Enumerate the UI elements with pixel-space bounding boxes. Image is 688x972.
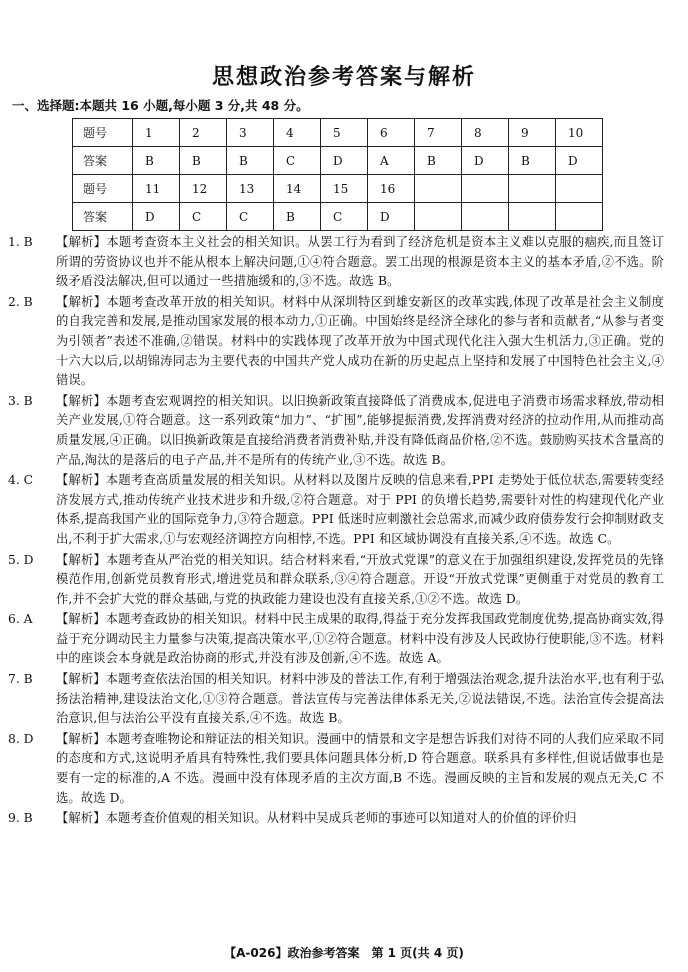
table-cell: 15 [321,175,368,203]
question-answer-label: 2. B [8,294,33,309]
table-cell: D [556,147,603,175]
table-cell: 11 [133,175,180,203]
table-cell: 1 [133,119,180,147]
explanation-text: 【解析】本题考查唯物论和辩证法的相关知识。漫画中的情景和文字是想告诉我们对待不同的人我们应采取不同的态度和方式,这说明矛盾具有特殊性,我们要具体问题具体分析,D 符合题意。联系具有多样性,但说话做事也是要有一定的标准的,A 不选。漫画中没有体现矛盾的主次方面,B 不选。漫画反映的主旨和发展的观点无关,C 不选。故选 D。 [56,731,664,805]
table-cell: B [415,147,462,175]
table-cell: 2 [180,119,227,147]
explanation-text: 【解析】本题考查高质量发展的相关知识。从材料以及图片反映的信息来看,PPI 走势处于低位状态,需要转变经济发展方式,推动传统产业技术进步和升级,②符合题意。对于 PPI 的负增长趋势,需要针对性的构建现代化产业体系,提高我国产业的国际竞争力,③符合题意。PPI 低迷时应刺激社会总需求,而减少政府债券发行会抑制财政支出,不利于扩大需求,①与宏观经济调控方向相悖,不选。PPI 和区域协调没有直接关系,④不选。故选 C。 [56,473,664,546]
explanation-item [8,809,664,829]
table-cell [509,203,556,231]
table-cell [462,203,509,231]
question-answer-label: 9. B [8,811,33,826]
table-cell: 5 [321,119,368,147]
table-cell: 10 [556,119,603,147]
table-cell: B [274,203,321,231]
table-cell: 7 [415,119,462,147]
page-title: 思想政治参考答案与解析 [211,65,476,90]
table-cell [415,203,462,231]
table-cell: 3 [227,119,274,147]
explanation-item [8,551,664,610]
explanation-item [8,730,664,808]
table-row-numbers [73,119,603,147]
table-row-answers [73,147,603,175]
table-cell [415,175,462,203]
table-cell: C [274,147,321,175]
table-cell: 13 [227,175,274,203]
page-footer: 【A-026】政治参考答案 第 1 页(共 4 页) [224,946,464,960]
explanation-text: 【解析】本题考查从严治党的相关知识。结合材料来看,“开放式党课”的意义在于加强组织建设,发挥党员的先锋模范作用,创新党员教育形式,增进党员和群众联系,③④符合题意。开设“开放式党课”更侧重于对党员的教育工作,并不会扩大党的群众基础,与党的执政能力建设也没有直接关系,①②不选。故选 D。 [56,552,664,606]
explanation-item [8,392,664,470]
table-cell [556,203,603,231]
table-cell: B [180,147,227,175]
answer-table [72,118,603,231]
table-cell: B [509,147,556,175]
question-answer-label: 3. B [8,393,33,408]
table-cell: 9 [509,119,556,147]
table-cell: B [227,147,274,175]
table-cell: 4 [274,119,321,147]
question-answer-label: 8. D [8,731,34,746]
table-cell: B [133,147,180,175]
table-cell [462,175,509,203]
row-label: 答案 [73,147,133,175]
row-label: 题号 [73,175,133,203]
explanation-text: 【解析】本题考查宏观调控的相关知识。以旧换新政策直接降低了消费成本,促进电子消费市场需求释放,带动相关产业发展,①符合题意。这一系列政策“加力”、“扩围”,能够提振消费,发挥消费对经济的拉动作用,从而推动高质量发展,④正确。以旧换新政策是直接给消费者消费补贴,并没有降低商品价格,②不选。鼓励购买技术含量高的产品,淘汰的是落后的电子产品,并不是所有的传统产业,③不选。故选 B。 [56,393,664,467]
explanation-item [8,610,664,669]
table-cell: D [462,147,509,175]
explanation-text: 【解析】本题考查资本主义社会的相关知识。从罢工行为看到了经济危机是资本主义难以克服的痼疾,而且签订所谓的劳资协议也并不能从根本上解决问题,①④符合题意。罢工出现的根源是资本主义的基本矛盾,②不选。阶级矛盾没法解决,但可以通过一些措施缓和的,③不选。故选 B。 [56,235,664,289]
table-row-numbers [73,175,603,203]
explanation-text: 【解析】本题考查改革开放的相关知识。材料中从深圳特区到雄安新区的改革实践,体现了改革是社会主义制度的自我完善和发展,是推动国家发展的根本动力,①正确。中国始终是经济全球化的参与者和贡献者,“从参与者变为引领者”表述不准确,②错误。材料中的实践体现了改革开放为中国式现代化注入强大生机活力,③正确。党的十六大以后,以胡锦涛同志为主要代表的中国共产党人成功在新的历史起点上坚持和发展了中国特色社会主义,④错误。 [56,294,664,388]
table-cell: 6 [368,119,415,147]
question-answer-label: 4. C [8,473,34,488]
table-cell [556,175,603,203]
table-row-answers [73,203,603,231]
explanation-text: 【解析】本题考查政协的相关知识。材料中民主成果的取得,得益于充分发挥我国政党制度优势,提高协商实效,得益于充分调动民主力量参与决策,提高决策水平,①②符合题意。材料中没有涉及人民政协行使职能,③不选。材料中的座谈会本身就是政治协商的形式,并没有涉及创新,④不选。故选 A。 [56,612,664,666]
explanation-item [8,471,664,549]
table-cell: C [180,203,227,231]
table-cell: D [133,203,180,231]
table-cell: 12 [180,175,227,203]
table-cell: D [321,147,368,175]
question-answer-label: 5. D [8,552,34,567]
question-answer-label: 7. B [8,672,33,687]
section-heading: 一、选择题:本题共 16 小题,每小题 3 分,共 48 分。 [12,98,309,113]
question-answer-label: 6. A [8,612,33,627]
explanation-item [8,233,664,292]
explanation-list [8,233,664,830]
explanation-text: 【解析】本题考查依法治国的相关知识。材料中涉及的普法工作,有利于增强法治观念,提升法治水平,也有利于弘扬法治精神,建设法治文化,①③符合题意。普法宣传与完善法律体系无关,②说法错误,不选。法治宣传会提高法治意识,但与法治公平没有直接关系,④不选。故选 B。 [56,672,664,726]
row-label: 题号 [73,119,133,147]
table-cell: 16 [368,175,415,203]
row-label: 答案 [73,203,133,231]
table-cell: D [368,203,415,231]
explanation-text: 【解析】本题考查价值观的相关知识。从材料中吴成兵老师的事迹可以知道对人的价值的评价归 [56,811,577,826]
table-cell: C [321,203,368,231]
explanation-item [8,293,664,391]
table-cell: 8 [462,119,509,147]
table-cell: A [368,147,415,175]
table-cell: 14 [274,175,321,203]
explanation-item [8,670,664,729]
table-cell: C [227,203,274,231]
question-answer-label: 1. B [8,235,33,249]
table-cell [509,175,556,203]
